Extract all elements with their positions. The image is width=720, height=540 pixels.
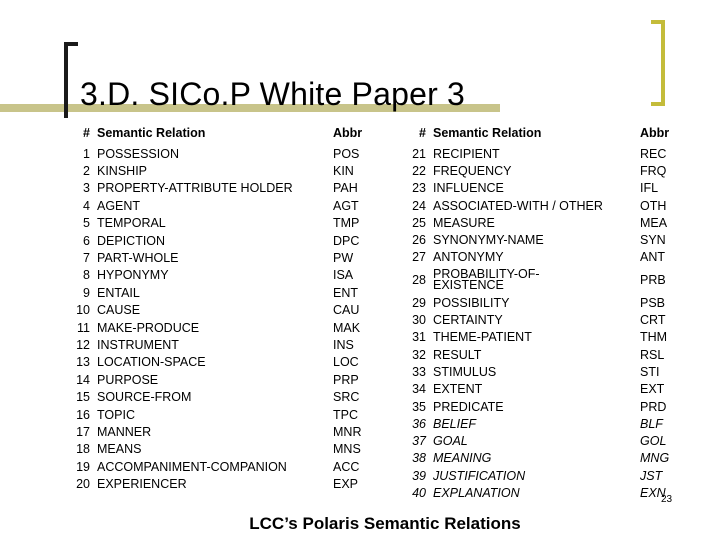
relation-name: INSTRUMENT	[97, 337, 179, 352]
table-row	[404, 145, 669, 162]
relation-name: RESULT	[433, 347, 482, 362]
table-row	[62, 162, 362, 179]
relation-number: 36	[412, 416, 426, 431]
header-relation: Semantic Relation	[433, 126, 542, 140]
relation-number: 27	[412, 250, 426, 265]
relation-name: CERTAINTY	[433, 313, 503, 328]
relation-number: 34	[412, 382, 426, 397]
relation-abbr: PW	[333, 251, 354, 266]
table-row	[404, 180, 669, 197]
relation-name: MEANS	[97, 442, 142, 457]
relation-abbr: TMP	[333, 216, 360, 231]
relation-name: RECIPIENT	[433, 146, 500, 161]
relation-abbr: REC	[640, 146, 667, 161]
relation-number: 39	[412, 468, 426, 483]
table-row	[62, 215, 362, 232]
table-row	[404, 162, 669, 179]
relation-name: MEASURE	[433, 215, 495, 230]
relation-name: CAUSE	[97, 303, 141, 318]
relation-name: PURPOSE	[97, 372, 159, 387]
relation-number: 30	[412, 313, 426, 328]
relation-abbr: RSL	[640, 347, 665, 362]
relation-number: 15	[76, 390, 90, 405]
relation-abbr: CAU	[333, 303, 360, 318]
relation-name: SYNONYMY-NAME	[433, 233, 544, 248]
relation-number: 35	[412, 399, 426, 414]
relation-number: 22	[412, 163, 426, 178]
relation-number: 7	[83, 251, 90, 266]
relation-number: 9	[83, 285, 90, 300]
header-number: #	[83, 126, 90, 140]
relation-abbr: DPC	[333, 233, 360, 248]
relation-abbr: PAH	[333, 181, 358, 196]
table-row	[404, 197, 669, 214]
table-row	[404, 294, 669, 311]
relation-abbr: MNS	[333, 442, 361, 457]
relation-number: 17	[76, 424, 90, 439]
relation-abbr: FRQ	[640, 163, 667, 178]
table-header-row	[62, 121, 362, 145]
relation-name: EXPERIENCER	[97, 477, 187, 492]
table-row	[62, 441, 362, 458]
relation-number: 14	[76, 372, 90, 387]
relation-number: 8	[83, 268, 90, 283]
relation-name: JUSTIFICATION	[433, 468, 526, 483]
relation-number: 16	[76, 407, 90, 422]
relation-abbr: PRP	[333, 372, 359, 387]
relation-abbr: PRD	[640, 399, 667, 414]
relation-number: 13	[76, 355, 90, 370]
relation-abbr: EXP	[333, 477, 359, 492]
relation-name: THEME-PATIENT	[433, 330, 532, 345]
table-row	[404, 266, 669, 294]
relation-number: 6	[83, 233, 90, 248]
relation-abbr: BLF	[640, 416, 663, 431]
relation-number: 28	[412, 273, 426, 288]
title-bracket-right	[651, 20, 665, 106]
relation-name: TOPIC	[97, 407, 135, 422]
relation-abbr: ANT	[640, 250, 665, 265]
relation-abbr: ISA	[333, 268, 354, 283]
relation-abbr: POS	[333, 146, 360, 161]
relation-number: 19	[76, 459, 90, 474]
table-row	[404, 467, 669, 484]
relation-number: 23	[412, 181, 426, 196]
relation-number: 12	[76, 337, 90, 352]
relation-abbr: JST	[640, 468, 663, 483]
relation-number: 10	[76, 303, 90, 318]
relation-name: PART-WHOLE	[97, 251, 179, 266]
table-row	[62, 145, 362, 162]
relation-name: EXTENT	[433, 382, 483, 397]
relation-name: POSSIBILITY	[433, 295, 510, 310]
table-row	[404, 231, 669, 248]
table-row	[62, 354, 362, 371]
relation-abbr: EXN	[640, 485, 666, 500]
relation-name: GOAL	[433, 434, 468, 449]
relation-abbr: EXT	[640, 382, 665, 397]
relation-abbr: THM	[640, 330, 668, 345]
relation-name: MAKE-PRODUCE	[97, 320, 200, 335]
relation-name: POSSESSION	[97, 146, 179, 161]
table-row	[404, 484, 669, 501]
slide-title: 3.D. SICo.P White Paper 3	[80, 76, 466, 112]
title-bracket-left	[64, 42, 78, 118]
table-row	[62, 371, 362, 388]
table-row	[62, 458, 362, 475]
slide-footer-caption: LCC’s Polaris Semantic Relations	[249, 514, 521, 533]
relation-name: KINSHIP	[97, 164, 148, 179]
table-row	[62, 197, 362, 214]
relations-table-left	[62, 121, 362, 493]
relation-abbr: TPC	[333, 407, 358, 422]
relation-name: MEANING	[433, 451, 492, 466]
relation-number: 29	[412, 295, 426, 310]
relation-abbr: PSB	[640, 295, 666, 310]
relation-abbr: SYN	[640, 233, 666, 248]
relation-name: HYPONYMY	[97, 268, 169, 283]
relation-number: 38	[412, 451, 426, 466]
table-row	[404, 329, 669, 346]
header-abbr: Abbr	[640, 126, 670, 140]
relation-name: PROPERTY-ATTRIBUTE HOLDER	[97, 181, 293, 196]
table-row	[404, 363, 669, 380]
page-number: 23	[661, 494, 673, 505]
table-header-row	[404, 121, 669, 145]
table-row	[62, 423, 362, 440]
relation-name: ASSOCIATED-WITH / OTHER	[433, 198, 603, 213]
table-row	[62, 232, 362, 249]
table-row	[62, 302, 362, 319]
relation-abbr: ACC	[333, 459, 360, 474]
table-row	[404, 415, 669, 432]
relation-number: 18	[76, 442, 90, 457]
relation-name: AGENT	[97, 198, 141, 213]
relation-number: 5	[83, 216, 90, 231]
relation-name: PREDICATE	[433, 399, 504, 414]
relation-number: 26	[412, 233, 426, 248]
relation-abbr: IFL	[640, 181, 659, 196]
relation-name: SOURCE-FROM	[97, 390, 192, 405]
relation-name: FREQUENCY	[433, 163, 512, 178]
relation-name: BELIEF	[433, 416, 477, 431]
relation-number: 2	[83, 164, 90, 179]
relation-name: MANNER	[97, 424, 152, 439]
relation-name: DEPICTION	[97, 233, 166, 248]
relation-number: 1	[83, 146, 90, 161]
relation-abbr: MNG	[640, 451, 670, 466]
relation-abbr: OTH	[640, 198, 667, 213]
relation-abbr: GOL	[640, 434, 667, 449]
relation-number: 32	[412, 347, 426, 362]
header-relation: Semantic Relation	[97, 126, 206, 140]
relation-number: 20	[76, 477, 90, 492]
table-row	[62, 406, 362, 423]
table-row	[404, 450, 669, 467]
table-row	[62, 180, 362, 197]
table-row	[404, 398, 669, 415]
relation-name: ACCOMPANIMENT-COMPANION	[97, 459, 287, 474]
relation-name: ENTAIL	[97, 285, 140, 300]
relation-abbr: KIN	[333, 164, 354, 179]
relation-name: INFLUENCE	[433, 181, 504, 196]
table-row	[62, 336, 362, 353]
relation-abbr: SRC	[333, 390, 360, 405]
table-row	[404, 432, 669, 449]
relation-abbr: STI	[640, 364, 660, 379]
table-row	[62, 284, 362, 301]
relation-name: ANTONYMY	[433, 250, 504, 265]
relation-number: 3	[83, 181, 90, 196]
relation-abbr: MNR	[333, 424, 362, 439]
table-row	[404, 249, 669, 266]
table-row	[62, 319, 362, 336]
relation-number: 4	[83, 198, 90, 213]
relation-abbr: MAK	[333, 320, 361, 335]
relation-number: 21	[412, 146, 426, 161]
relation-abbr: PRB	[640, 273, 666, 288]
table-row	[404, 381, 669, 398]
relation-number: 33	[412, 364, 426, 379]
relation-name: EXPLANATION	[433, 485, 520, 500]
table-row	[404, 214, 669, 231]
relation-number: 40	[412, 485, 426, 500]
table-row	[404, 311, 669, 328]
relation-number: 24	[412, 198, 426, 213]
table-row	[404, 346, 669, 363]
relation-name-text: PROBABILITY-OF-EXISTENCE	[433, 266, 540, 292]
relation-abbr: ENT	[333, 285, 358, 300]
relation-name: STIMULUS	[433, 364, 497, 379]
relation-abbr: INS	[333, 337, 354, 352]
relation-number: 37	[412, 434, 426, 449]
header-number: #	[419, 126, 426, 140]
relation-abbr: AGT	[333, 198, 359, 213]
relation-abbr: CRT	[640, 313, 666, 328]
relation-abbr: MEA	[640, 215, 668, 230]
table-row	[62, 475, 362, 492]
relation-number: 31	[412, 330, 426, 345]
table-row	[62, 267, 362, 284]
relation-name	[433, 266, 636, 294]
relation-number: 11	[77, 320, 90, 335]
relations-table-right	[404, 121, 669, 502]
relation-name: LOCATION-SPACE	[97, 355, 206, 370]
relation-name: TEMPORAL	[97, 216, 166, 231]
header-abbr: Abbr	[333, 126, 363, 140]
table-row	[62, 388, 362, 405]
table-row	[62, 249, 362, 266]
relation-number: 25	[412, 215, 426, 230]
relation-abbr: LOC	[333, 355, 359, 370]
